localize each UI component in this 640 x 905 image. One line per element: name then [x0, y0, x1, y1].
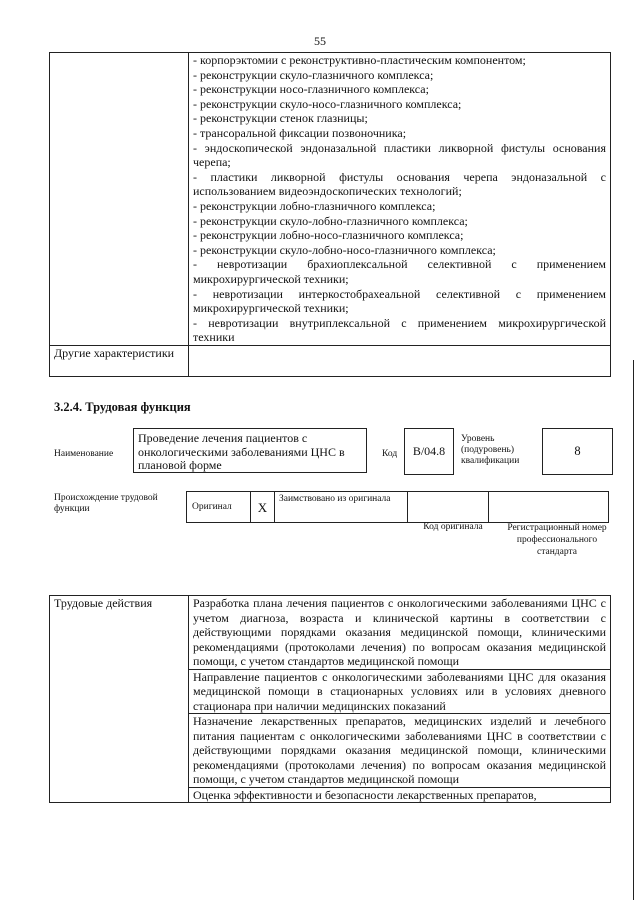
page-number: 55 [314, 34, 326, 48]
borrowed-label: Заимствовано из оригинала [275, 492, 408, 522]
scan-edge-line [633, 360, 634, 900]
action-item: Назначение лекарственных препаратов, медицинских изделий и лечебного питания пациентам с онкологическими заболеваниями ЦНС в соответствии с действующими порядками оказания медицинской помощи, клиническими рекомендациями (протоколами лечения) по вопросам оказания медицинской помощи, с учетом стандартов медицинской помощи [189, 714, 611, 788]
labor-actions-label: Трудовые действия [50, 596, 189, 803]
page-bottom-margin [0, 839, 640, 905]
function-name-box: Проведение лечения пациентов с онкологическими заболеваниями ЦНС в плановой форме [133, 428, 367, 473]
bullet-item: - трансоральной фиксации позвоночника; [193, 125, 407, 140]
labor-actions-table [49, 595, 611, 803]
bullet-item: - корпорэктомии с реконструктивно-пластическим компонентом; [193, 53, 526, 67]
bullet-item: - реконструкции скуло-глазничного комплекса; [193, 67, 434, 82]
other-characteristics-value [189, 345, 611, 376]
section-title: 3.2.4. Трудовая функция [54, 400, 191, 414]
bullet-item: - реконструкции лобно-глазничного комплекса; [193, 198, 436, 213]
bullet-item: - невротизации брахиоплексальной селективной с применением микрохирургической техники; [193, 257, 606, 286]
bullet-item: - реконструкции стенок глазницы; [193, 111, 368, 126]
bullet-item: - реконструкции скуло-лобно-глазничного комплекса; [193, 213, 468, 228]
code-label: Код [382, 449, 398, 459]
reg-number-label: Регистрационный номер профессионального стандарта [507, 523, 607, 557]
surgery-list-table [49, 52, 611, 377]
level-label: Уровень (подуровень) квалификации [461, 434, 520, 466]
surgery-bullet-list [189, 53, 611, 346]
original-label: Оригинал [187, 492, 251, 522]
name-label: Наименование [54, 449, 114, 459]
action-item: Оценка эффективности и безопасности лекарственных препаратов, [189, 787, 611, 803]
code-original-label: Код оригинала [423, 522, 483, 532]
reg-number-cell [489, 492, 608, 522]
bullet-item: - эндоскопической эндоназальной пластики ликворной фистулы основания черепа; [193, 140, 606, 170]
action-item: Разработка плана лечения пациентов с онкологическими заболеваниями ЦНС с учетом диагноза, возраста и клинической картины в соответствии с действующими порядками оказания медицинской помощи, клиническими рекомендациями (протоколами лечения) по вопросам оказания медицинской помощи, с учетом стандартов медицинской помощи [189, 596, 611, 670]
bullet-item: - реконструкции скуло-носо-глазничного комплекса; [193, 96, 462, 111]
original-mark: X [251, 492, 275, 522]
action-item: Направление пациентов с онкологическими заболеваниями ЦНС для оказания медицинской помощи в стационарных условиях или в условиях дневного стационара при наличии медицинских показаний [189, 669, 611, 714]
bullet-item: - невротизации внутриплексальной с применением микрохирургической техники [193, 315, 606, 345]
other-characteristics-label: Другие характеристики [50, 345, 189, 376]
origin-label: Происхождение трудовой функции [54, 493, 158, 514]
bullet-item: - реконструкции скуло-лобно-носо-глазничного комплекса; [193, 242, 496, 257]
bullet-item: - невротизации интеркостобрахеальной селективной с применением микрохирургической техники; [193, 286, 606, 316]
bullet-item: - реконструкции носо-глазничного комплекса; [193, 82, 429, 97]
origin-strip [186, 491, 609, 523]
function-code-box: B/04.8 [404, 428, 454, 475]
empty-label-cell [50, 53, 189, 346]
level-value-box: 8 [542, 428, 613, 475]
bullet-item: - реконструкции лобно-носо-глазничного комплекса; [193, 228, 464, 243]
bullet-item: - пластики ликворной фистулы основания черепа эндоназальной с использованием видеоэндоскопических технологий; [193, 169, 606, 199]
code-original-cell [408, 492, 489, 522]
